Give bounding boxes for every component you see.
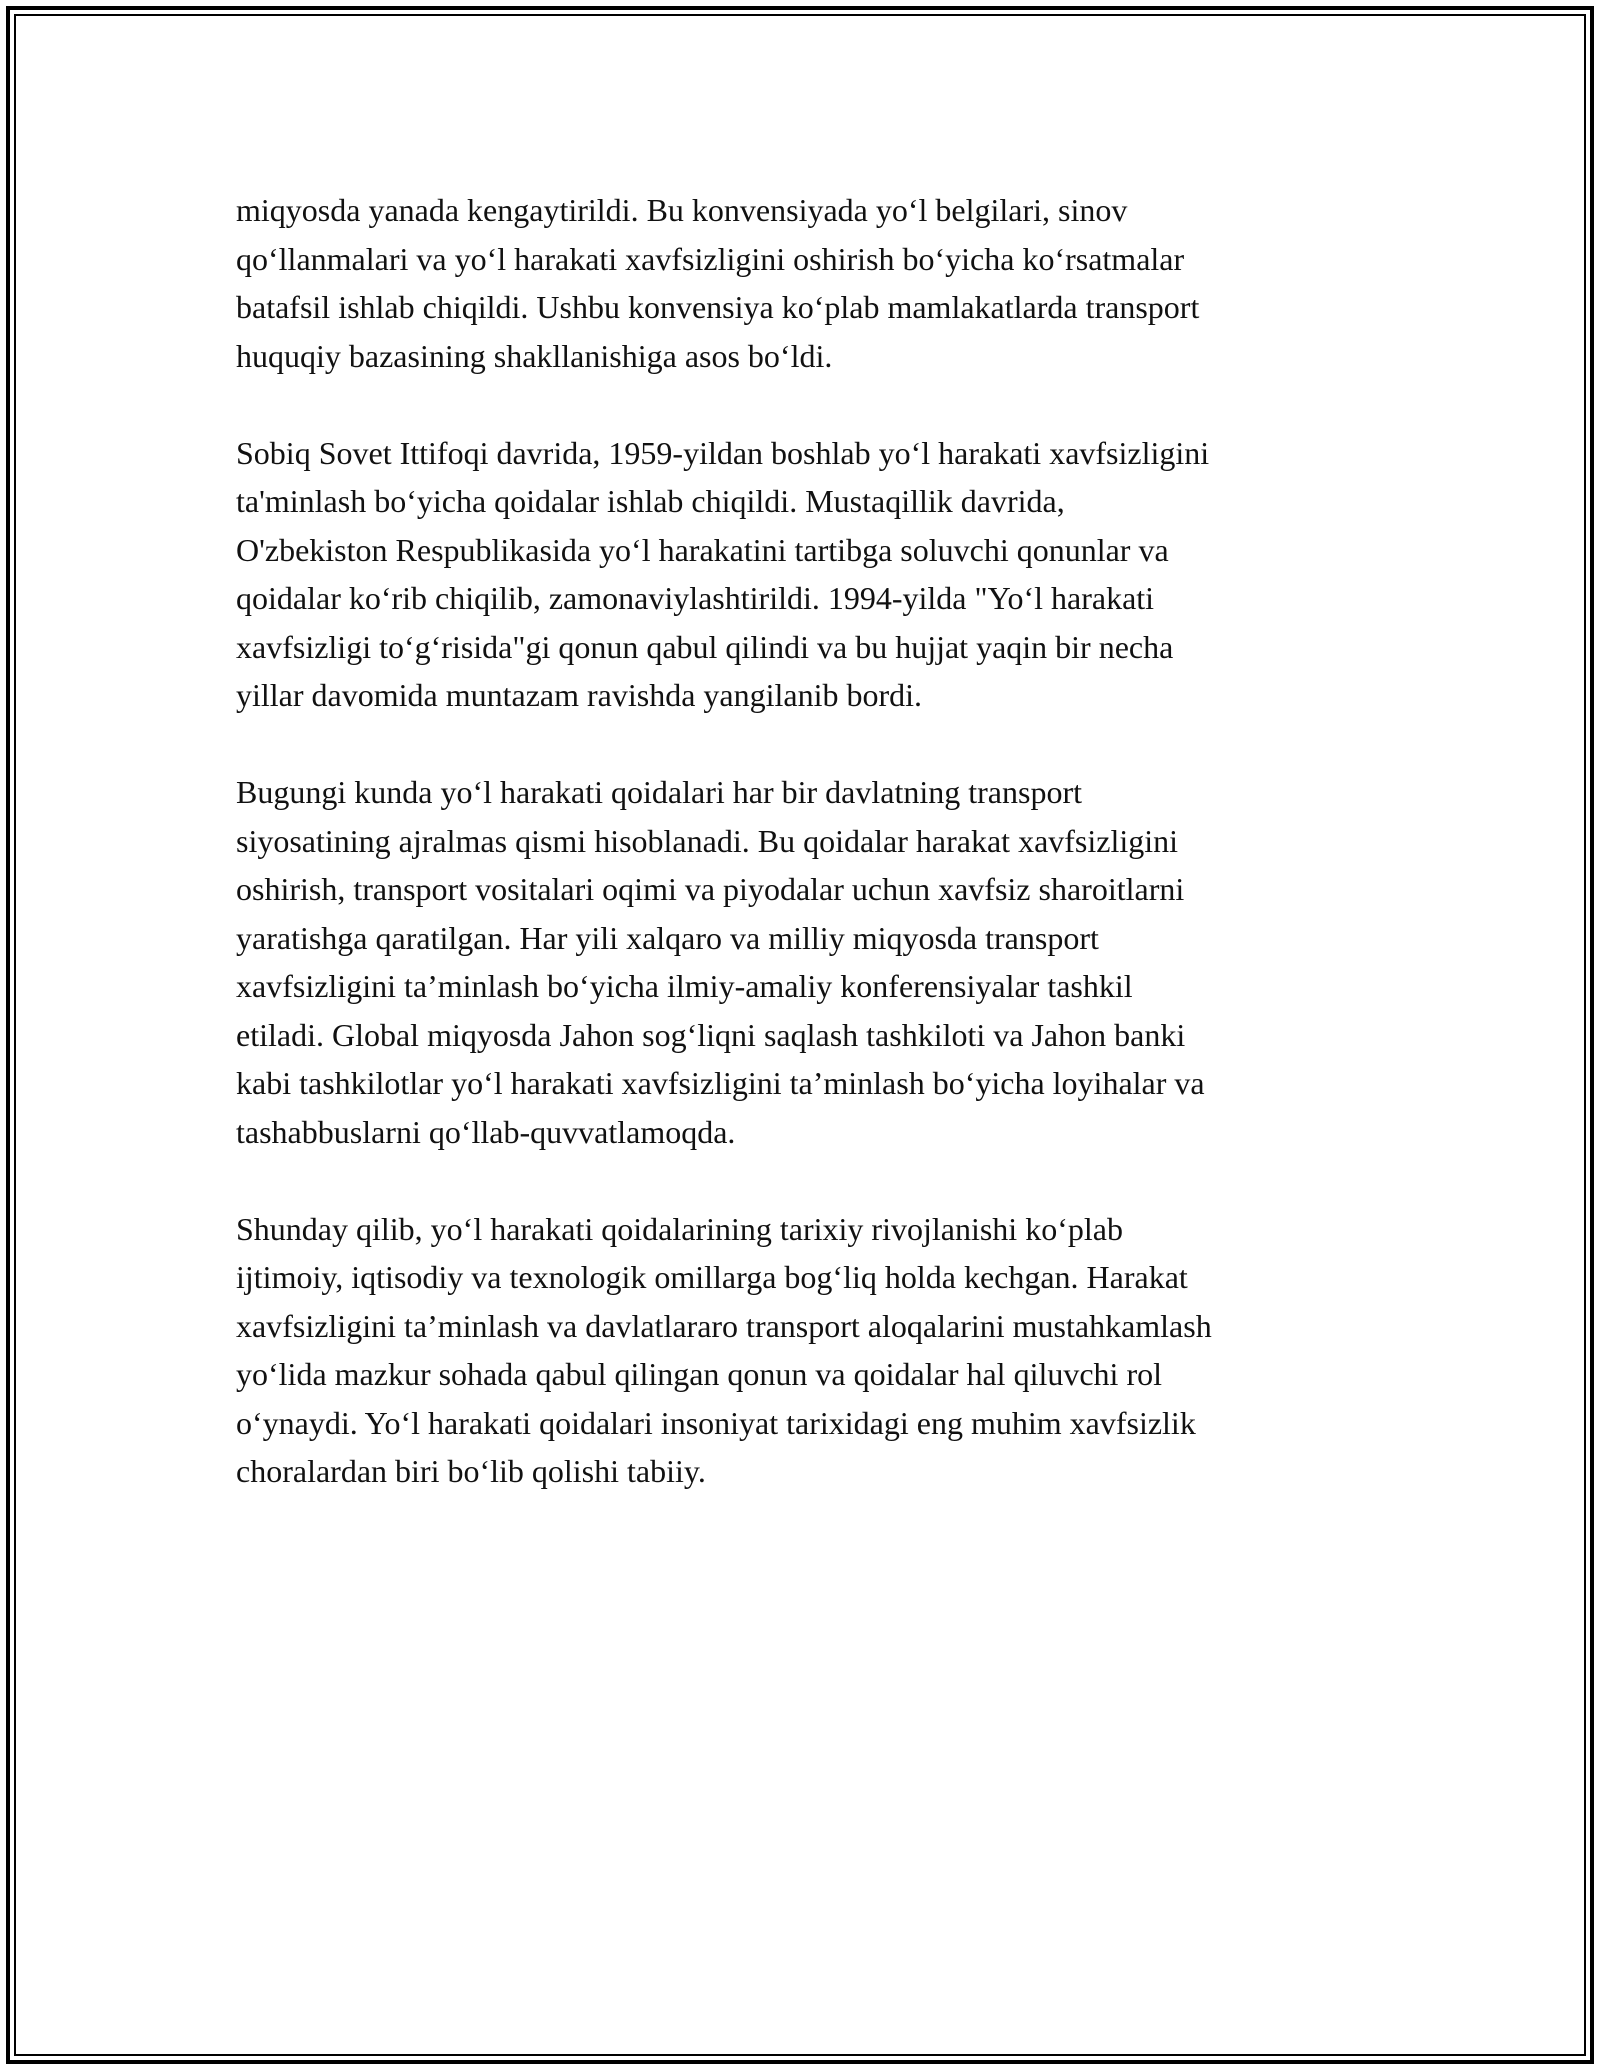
- text-line: o‘ynaydi. Yo‘l harakati qoidalari insoniyat tarixidagi eng muhim xavfsizlik: [236, 1404, 1196, 1441]
- text-line: O'zbekiston Respublikasida yo‘l harakatini tartibga soluvchi qonunlar va: [236, 531, 1169, 568]
- text-line: tashabbuslarni qo‘llab-quvvatlamoqda.: [236, 1113, 736, 1150]
- text-line: xavfsizligini ta’minlash bo‘yicha ilmiy-amaliy konferensiyalar tashkil: [236, 968, 1133, 1004]
- text-line: yillar davomida muntazam ravishda yangilanib bordi.: [236, 677, 923, 713]
- text-line: ijtimoiy, iqtisodiy va texnologik omillarga bog‘liq holda kechgan. Harakat: [236, 1259, 1188, 1295]
- document-body: [236, 186, 1366, 1544]
- paragraph-1: [236, 186, 1366, 380]
- text-line: oshirish, transport vositalari oqimi va piyodalar uchun xavfsiz sharoitlarni: [236, 871, 1185, 907]
- text-line: batafsil ishlab chiqildi. Ushbu konvensiya ko‘plab mamlakatlarda transport: [236, 289, 1200, 325]
- text-line: Sobiq Sovet Ittifoqi davrida, 1959-yildan boshlab yo‘l harakati xavfsizligini: [236, 434, 1210, 471]
- paragraph-4: [236, 1205, 1366, 1496]
- text-line: huquqiy bazasining shakllanishiga asos bo‘ldi.: [236, 337, 833, 374]
- text-line: yo‘lida mazkur sohada qabul qilingan qonun va qoidalar hal qiluvchi rol: [236, 1356, 1162, 1392]
- paragraph-3: [236, 768, 1366, 1156]
- text-line: Shunday qilib, yo‘l harakati qoidalarining tarixiy rivojlanishi ko‘plab: [236, 1210, 1123, 1247]
- text-line: siyosatining ajralmas qismi hisoblanadi. Bu qoidalar harakat xavfsizligini: [236, 822, 1179, 859]
- text-line: kabi tashkilotlar yo‘l harakati xavfsizligini ta’minlash bo‘yicha loyihalar va: [236, 1065, 1205, 1101]
- text-line: xavfsizligini ta’minlash va davlatlararo transport aloqalarini mustahkamlash: [236, 1307, 1212, 1344]
- text-line: etiladi. Global miqyosda Jahon sog‘liqni saqlash tashkiloti va Jahon banki: [236, 1016, 1186, 1053]
- text-line: Bugungi kunda yo‘l harakati qoidalari har bir davlatning transport: [236, 774, 1082, 810]
- text-line: yaratishga qaratilgan. Har yili xalqaro va milliy miqyosda transport: [236, 919, 1099, 956]
- text-line: qoidalar ko‘rib chiqilib, zamonaviylashtirildi. 1994-yilda "Yo‘l harakati: [236, 580, 1155, 616]
- text-line: miqyosda yanada kengaytirildi. Bu konvensiyada yo‘l belgilari, sinov: [236, 192, 1128, 228]
- text-line: ta'minlash bo‘yicha qoidalar ishlab chiqildi. Mustaqillik davrida,: [236, 483, 1065, 519]
- paragraph-2: [236, 429, 1366, 720]
- text-line: xavfsizligi to‘g‘risida"gi qonun qabul qilindi va bu hujjat yaqin bir necha: [236, 628, 1174, 665]
- text-line: qo‘llanmalari va yo‘l harakati xavfsizligini oshirish bo‘yicha ko‘rsatmalar: [236, 240, 1185, 277]
- text-line: choralardan biri bo‘lib qolishi tabiiy.: [236, 1453, 706, 1489]
